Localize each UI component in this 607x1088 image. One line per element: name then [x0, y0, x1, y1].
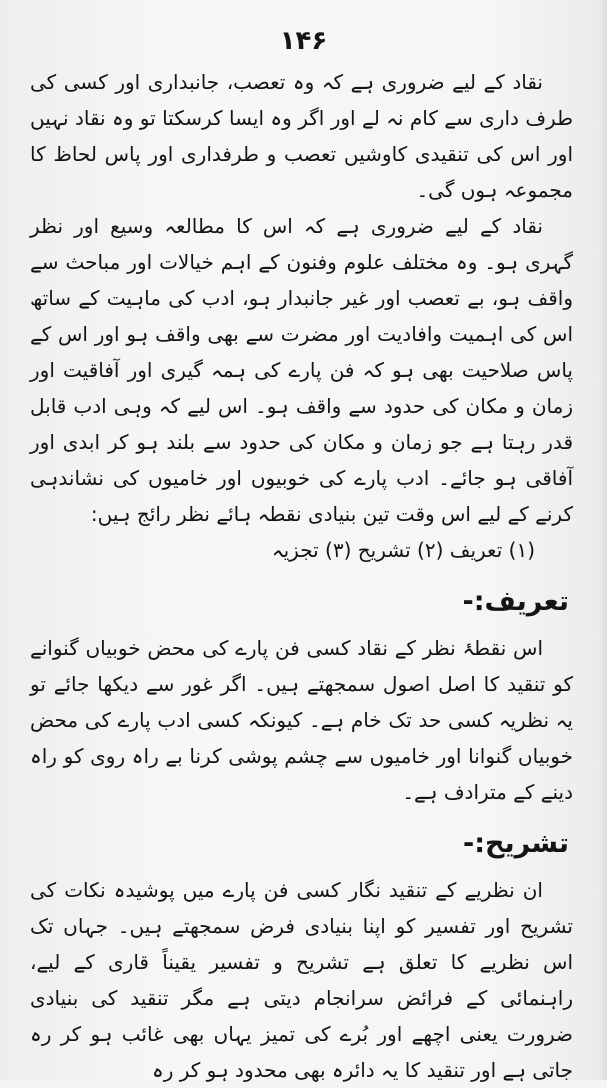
page-content — [30, 64, 573, 1088]
viewpoints-list: (۱) تعریف (۲) تشریح (۳) تجزیہ — [271, 538, 535, 562]
section-body-tareef: اس نقطۂ نظر کے نقاد کسی فن پارے کی محض خوبیاں گنوانے کو تنقید کا اصل اصول سمجھتے ہیں۔ اگر غور سے دیکھا جائے تو یہ نظریہ کسی حد تک خام ہے۔ کیونکہ کسی ادب پارے کی محض خوبیاں گنوانا اور خامیوں سے چشم پوشی کرنا بے راہ روی کو راہ دینے کے مترادف ہے۔ — [30, 636, 573, 804]
page-number: ۱۴۶ — [279, 26, 328, 56]
paragraph-critic-impartiality: نقاد کے لیے ضروری ہے کہ وہ تعصب، جانبداری اور کسی کی طرف داری سے کام نہ لے اور اگر وہ ایسا کرسکتا تو وہ نقاد نہیں اور اس کی تنقیدی کاوشیں تعصب و طرفداری اور پاس لحاظ کا مجموعہ ہوں گی۔ — [30, 70, 573, 202]
page-edge-shadow — [599, 0, 607, 1080]
paragraph-critic-qualities: نقاد کے لیے ضروری ہے کہ اس کا مطالعہ وسیع اور نظر گہری ہو۔ وہ مختلف علوم وفنون کے اہم خیالات اور مباحث سے واقف ہو، بے تعصب اور غیر جانبدار ہو، ادب کی ماہیت کے ساتھ اس کی اہمیت وافادیت اور مضرت سے بھی واقف ہو اور اس کے پاس صلاحیت بھی ہو کہ فن پارے کی ہمہ گیری اور آفاقیت اور زمان و مکان کی حدود سے واقف ہو۔ اس لیے کہ وہی ادب قابل قدر رہتا ہے جو زمان و مکان کی حدود سے بلند ہو کر ابدی اور آفاقی ہو جائے۔ ادب پارے کی خوبیوں اور خامیوں کی نشاندہی کرنے کے لیے اس وقت تین بنیادی نقطہ ہائے نظر رائج ہیں: — [30, 214, 573, 526]
section-heading-tashreeh: تشریح:- — [462, 828, 569, 859]
section-body-tashreeh: ان نظریے کے تنقید نگار کسی فن پارے میں پوشیدہ نکات کی تشریح اور تفسیر کو اپنا بنیادی فرض سمجھتے ہیں۔ جہاں تک اس نظریے کا تعلق ہے تشریح و تفسیر یقیناً قاری کے لیے، راہنمائی کے فرائض سرانجام دیتی ہے مگر تنقید کی بنیادی ضرورت یعنی اچھے اور بُرے کی تمیز یہاں بھی غائب ہو کر رہ جاتی ہے اور تنقید کا یہ دائرہ بھی محدود ہو کر رہ — [30, 878, 573, 1082]
section-heading-tareef: تعریف:- — [462, 586, 569, 617]
